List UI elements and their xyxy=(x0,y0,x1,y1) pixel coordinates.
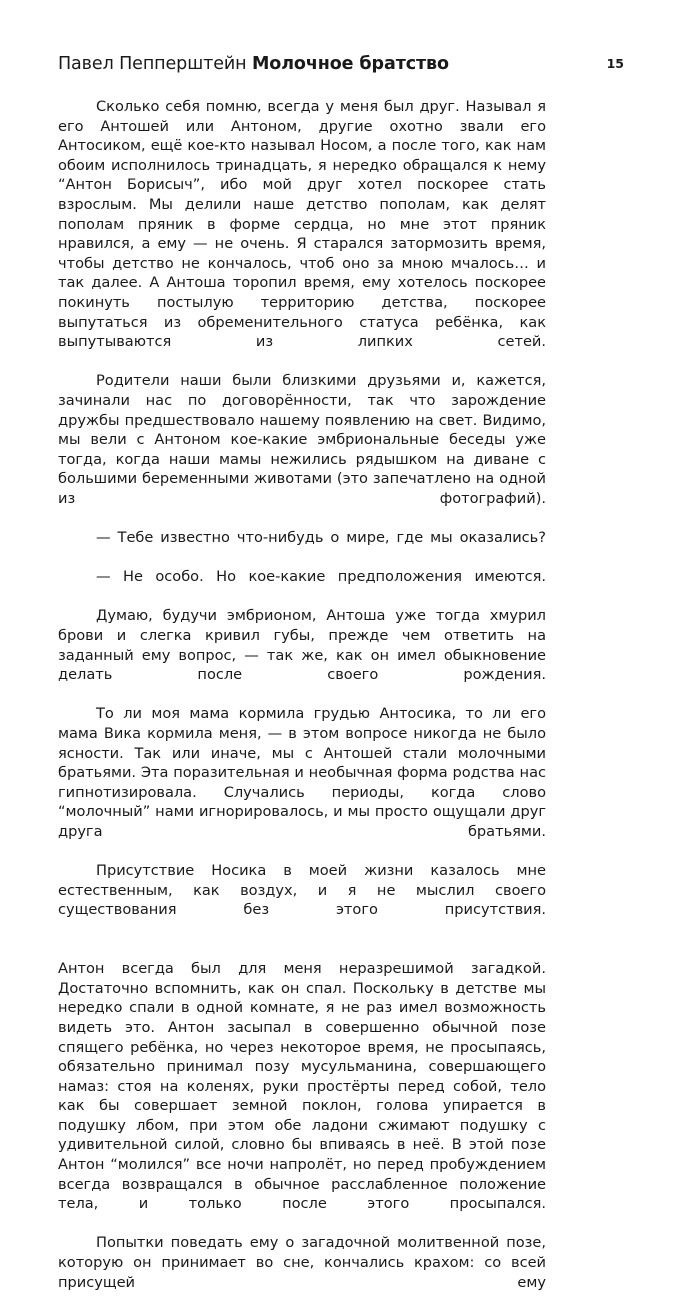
paragraph: Присутствие Носика в моей жизни казалось мне естественным, как воздух, и я не мыслил своего существования без этого присутствия. xyxy=(58,862,546,919)
body-text-block xyxy=(58,97,546,1312)
running-head xyxy=(58,52,624,78)
dialogue-line: — Тебе известно что-нибудь о мире, где мы оказались? xyxy=(96,529,546,547)
paragraph: Думаю, будучи эмбрионом, Антоша уже тогда хмурил брови и слегка кривил губы, прежде чем ответить на заданный ему вопрос, — так же, как он имел обыкновение делать после своего рождения. xyxy=(58,607,546,684)
paragraph: То ли моя мама кормила грудью Антосика, то ли его мама Вика кормила меня, — в этом вопросе никогда не было ясности. Так или иначе, мы с Антошей стали молочными братьями. Эта поразительная и необычная форма родства нас гипнотизировала. Случались периоды, когда слово “молочный” нами игнорировалось, и мы просто ощущали друг друга братьями. xyxy=(58,705,546,840)
paragraph: Родители наши были близкими друзьями и, кажется, зачинали нас по договорённости, так что зарождение дружбы предшествовало нашему появлению на свет. Видимо, мы вели с Антоном кое-какие эмбриональные беседы уже тогда, когда наши мамы нежились рядышком на диване с большими беременными животами (это запечатлено на одной из фотографий). xyxy=(58,372,546,507)
running-head-author: Павел Пепперштейн xyxy=(58,54,247,74)
page-number: 15 xyxy=(606,56,624,71)
paragraph: Сколько себя помню, всегда у меня был друг. Называл я его Антошей или Антоном, другие охотно звали его Антосиком, ещё кое-кто называл Носом, а после того, как нам обоим исполнилось тринадцать, я нередко обращался к нему “Антон Борисыч”, ибо мой друг хотел поскорее стать взрослым. Мы делили наше детство пополам, как делят пополам пряник в форме сердца, но мне этот пряник нравился, а ему — не очень. Я старался затормозить время, чтобы детство не кончалось, чтоб оно за мною мчалось… и так далее. А Антоша торопил время, ему хотелось поскорее покинуть постылую территорию детства, поскорее выпутаться из обременительного статуса ребёнка, как выпутываются из липких сетей. xyxy=(58,98,546,351)
dialogue-line: — Не особо. Но кое-какие предположения имеются. xyxy=(96,568,546,586)
running-head-work-title: Молочное братство xyxy=(251,54,449,74)
paragraph: Попытки поведать ему о загадочной молитвенной позе, которую он принимает во сне, кончались крахом: со всей присущей ему xyxy=(58,1234,546,1291)
running-head-title xyxy=(58,52,449,76)
section-opening-paragraph: Антон всегда был для меня неразрешимой загадкой. Достаточно вспомнить, как он спал. Поскольку в детстве мы нередко спали в одной комнате, я не раз имел возможность видеть это. Антон засыпал в совершенно обычной позе спящего ребёнка, но через некоторое время, не просыпаясь, обязательно принимал позу мусульманина, совершающего намаз: стоя на коленях, руки простёрты перед собой, тело как бы совершает земной поклон, голова упирается в подушку лбом, при этом обе ладони сжимают подушку с удивительной силой, словно бы впиваясь в неё. В этой позе Антон “молился” все ночи напролёт, но перед пробуждением всегда возвращался в обычное расслабленное положение тела, и только после этого просыпался. xyxy=(58,960,546,1213)
